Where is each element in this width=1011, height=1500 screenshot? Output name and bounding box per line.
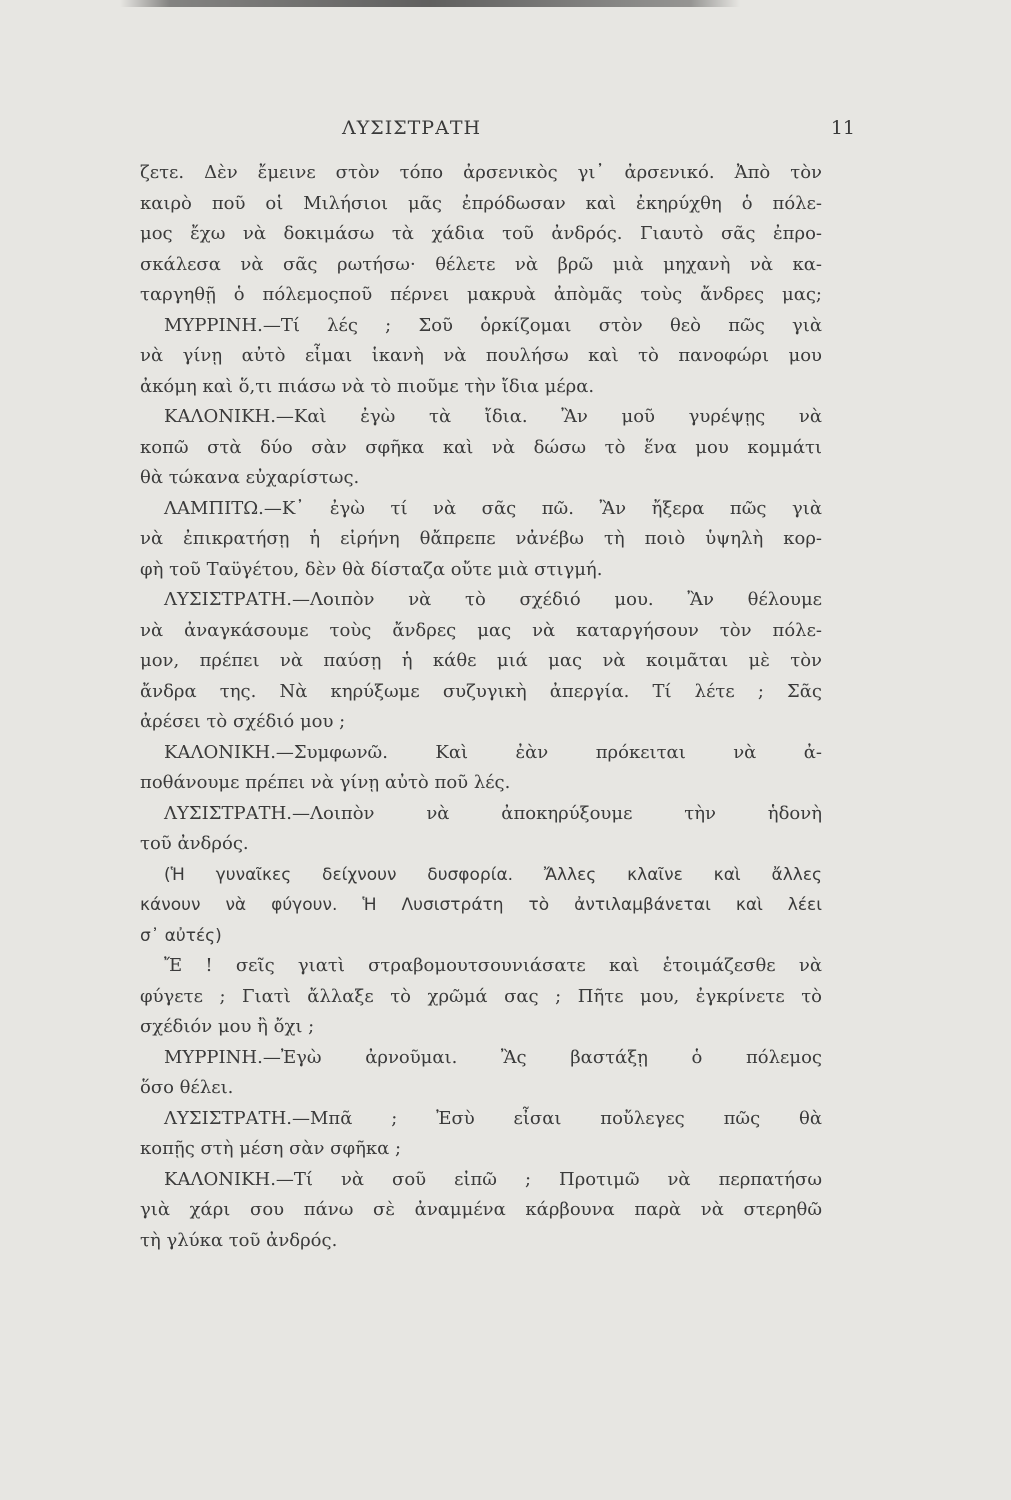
text-line: μος ἔχω νὰ δοκιμάσω τὰ χάδια τοῦ ἀνδρός. Γιαυτὸ σᾶς ἐπρο- (140, 223, 822, 244)
text-line: ὅσο θέλει. (140, 1077, 234, 1098)
speaker-line: ΜΥΡΡΙΝΗ.—Τί λές ; Σοῦ ὁρκίζομαι στὸν θεὸ πῶς γιὰ (164, 314, 822, 336)
text-line: ποθάνουμε πρέπει νὰ γίνῃ αὐτὸ ποῦ λές. (140, 772, 511, 793)
text-line: νὰ ἐπικρατήσῃ ἡ εἰρήνη θἄπρεπε νἀνέβω τὴ ποιὸ ὑψηλὴ κορ- (140, 528, 822, 549)
text-line: σκάλεσα νὰ σᾶς ρωτήσω· θέλετε νὰ βρῶ μιὰ μηχανὴ νὰ κα- (140, 253, 822, 275)
speaker-line: ΛΥΣΙΣΤΡΑΤΗ.—Μπᾶ ; Ἐσὺ εἶσαι ποὔλεγες πῶς θὰ (164, 1107, 822, 1129)
stage-direction-line: σ᾿ αὐτές) (140, 925, 222, 946)
page-number: 11 (830, 117, 855, 139)
text-line: θὰ τώκανα εὐχαρίστως. (140, 467, 360, 488)
text-line: τὴ γλύκα τοῦ ἀνδρός. (140, 1229, 338, 1251)
text-line: καιρὸ ποῦ οἱ Μιλήσιοι μᾶς ἐπρόδωσαν καὶ ἐκηρύχθη ὁ πόλε- (140, 192, 822, 214)
text-line: ἄνδρα της. Νὰ κηρύξωμε συζυγικὴ ἀπεργία. Τί λέτε ; Σᾶς (140, 680, 822, 702)
stage-direction-line: κάνουν νὰ φύγουν. Ἡ Λυσιστράτη τὸ ἀντιλαμβάνεται καὶ λέει (140, 895, 822, 915)
scan-edge-shadow (120, 0, 740, 7)
text-line: ζετε. Δὲν ἔμεινε στὸν τόπο ἀρσενικὸς γι᾿ ἀρσενικό. Ἀπὸ τὸν (140, 162, 822, 183)
speaker-line: ΚΑΛΟΝΙΚΗ.—Καὶ ἐγὼ τὰ ἴδια. Ἂν μοῦ γυρέψῃς νὰ (164, 406, 822, 427)
text-line: Ἔ ! σεῖς γιατὶ στραβομουτσουνιάσατε καὶ ἑτοιμάζεσθε νὰ (164, 955, 822, 976)
page-header (140, 117, 855, 147)
stage-direction-line: (Ἡ γυναῖκες δείχνουν δυσφορία. Ἄλλες κλαῖνε καὶ ἄλλες (164, 864, 822, 885)
body-text (140, 158, 822, 1256)
text-line: ἀκόμη καὶ ὅ,τι πιάσω νὰ τὸ πιοῦμε τὴν ἴδια μέρα. (140, 375, 595, 397)
text-line: νὰ ἀναγκάσουμε τοὺς ἄνδρες μας νὰ καταργήσουν τὸν πόλε- (140, 619, 822, 641)
text-line: νὰ γίνῃ αὐτὸ εἶμαι ἱκανὴ νὰ πουλήσω καὶ τὸ πανοφώρι μου (140, 345, 822, 366)
text-line: σχέδιόν μου ἢ ὄχι ; (140, 1016, 315, 1037)
text-line: τοῦ ἀνδρός. (140, 833, 249, 854)
text-line: ἀρέσει τὸ σχέδιό μου ; (140, 711, 346, 732)
speaker-line: ΜΥΡΡΙΝΗ.—Ἐγὼ ἀρνοῦμαι. Ἂς βαστάξῃ ὁ πόλεμος (164, 1046, 822, 1068)
speaker-line: ΛΥΣΙΣΤΡΑΤΗ.—Λοιπὸν νὰ τὸ σχέδιό μου. Ἂν θέλουμε (164, 589, 822, 610)
text-line: κοπῶ στὰ δύο σὰν σφῆκα καὶ νὰ δώσω τὸ ἕνα μου κομμάτι (140, 436, 822, 458)
speaker-line: ΛΥΣΙΣΤΡΑΤΗ.—Λοιπὸν νὰ ἀποκηρύξουμε τὴν ἡδονὴ (164, 802, 822, 824)
speaker-line: ΚΑΛΟΝΙΚΗ.—Τί νὰ σοῦ εἰπῶ ; Προτιμῶ νὰ περπατήσω (164, 1168, 822, 1190)
text-line: μον, πρέπει νὰ παύσῃ ἡ κάθε μιά μας νὰ κοιμᾶται μὲ τὸν (140, 650, 822, 671)
speaker-line: ΚΑΛΟΝΙΚΗ.—Συμφωνῶ. Καὶ ἐὰν πρόκειται νὰ ἀ- (164, 741, 822, 763)
running-title: ΛΥΣΙΣΤΡΑΤΗ (342, 117, 482, 139)
text-line: φὴ τοῦ Ταϋγέτου, δὲν θὰ δίσταζα οὔτε μιὰ στιγμή. (140, 558, 603, 580)
speaker-line: ΛΑΜΠΙΤΩ.—Κ᾿ ἐγὼ τί νὰ σᾶς πῶ. Ἂν ἤξερα πῶς γιὰ (164, 497, 822, 519)
text-line: φύγετε ; Γιατὶ ἄλλαξε τὸ χρῶμά σας ; Πῆτε μου, ἐγκρίνετε τὸ (140, 985, 822, 1007)
text-line: κοπῇς στὴ μέση σὰν σφῆκα ; (140, 1138, 402, 1159)
text-line: ταργηθῇ ὁ πόλεμοςποῦ πέρνει μακρυὰ ἀπὸμᾶς τοὺς ἄνδρες μας; (140, 284, 822, 305)
text-line: γιὰ χάρι σου πάνω σὲ ἀναμμένα κάρβουνα παρὰ νὰ στερηθῶ (140, 1199, 822, 1220)
